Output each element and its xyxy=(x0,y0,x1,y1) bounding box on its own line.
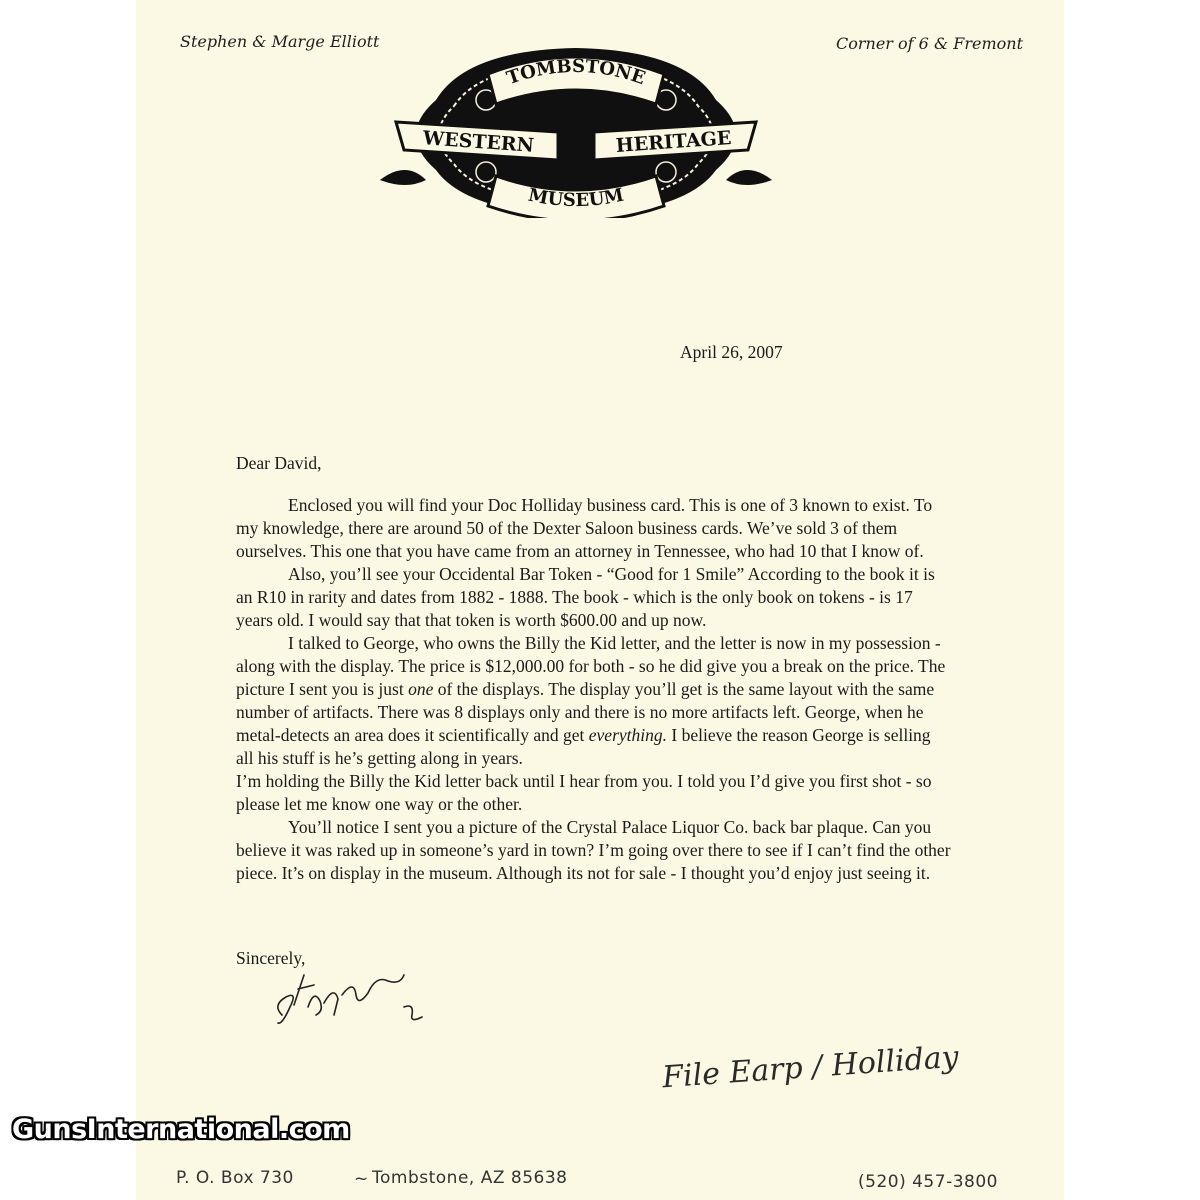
paragraph-5: You’ll notice I sent you a picture of the Crystal Palace Liquor Co. back bar plaque. Can you believe it was raked up in someone’s yard in town? I’m going over there to see if I can’t find the other piece. It’s on display in the museum. Although its not for sale - I thought you’d enjoy just seeing it. xyxy=(236,817,951,883)
letter-page xyxy=(136,0,1064,1200)
salutation: Dear David, xyxy=(236,453,322,473)
logo-line3: MUSEUM xyxy=(526,184,626,212)
footer-city: Tombstone, AZ 85638 xyxy=(372,1168,568,1188)
watermark-logo: GunsInternational.com xyxy=(12,1114,350,1145)
footer-po-box: P. O. Box 730 xyxy=(176,1168,294,1188)
logo-line1: TOMBSTONE xyxy=(504,55,648,90)
letter-body xyxy=(236,494,952,885)
logo-line2-right: HERITAGE xyxy=(615,127,733,158)
letterhead-names: Stephen & Marge Elliott xyxy=(180,32,380,51)
footer-phone: (520) 457-3800 xyxy=(858,1172,998,1192)
paragraph-3: I talked to George, who owns the Billy the Kid letter, and the letter is now in my possession - along with the display. The price is $12,000.00 for both - so he did give you a break on the price. The picture I sent you is just one of the displays. The display you’ll get is the same layout with the same number of artifacts. There was 8 displays only and there is no more artifacts left. George, when he metal-detects an area does it scientifically and get everything. I believe the reason George is selling all his stuff is he’s getting along in years. xyxy=(236,633,946,768)
letter-date: April 26, 2007 xyxy=(680,342,783,362)
footer-bullet: ~ xyxy=(354,1169,369,1189)
handwritten-note: File Earp / Holliday xyxy=(661,1039,960,1096)
paragraph-4: I’m holding the Billy the Kid letter back until I hear from you. I told you I’d give you first shot - so please let me know one way or the other. xyxy=(236,771,932,814)
closing: Sincerely, xyxy=(236,948,306,968)
signature xyxy=(264,945,424,1035)
logo-line2-left: WESTERN xyxy=(422,127,535,157)
paragraph-2: Also, you’ll see your Occidental Bar Token - “Good for 1 Smile” According to the book it is an R10 in rarity and dates from 1882 - 1888. The book - which is the only book on tokens - is 17 years old. I would say that that token is worth $600.00 and up now. xyxy=(236,564,935,630)
letterhead-address: Corner of 6 & Fremont xyxy=(836,34,1024,53)
museum-logo xyxy=(376,40,776,218)
paragraph-1: Enclosed you will find your Doc Holliday business card. This is one of 3 known to exist. To my knowledge, there are around 50 of the Dexter Saloon business cards. We’ve sold 3 of them ourselves. This one that you have came from an attorney in Tennessee, who had 10 that I know of. xyxy=(236,495,933,561)
